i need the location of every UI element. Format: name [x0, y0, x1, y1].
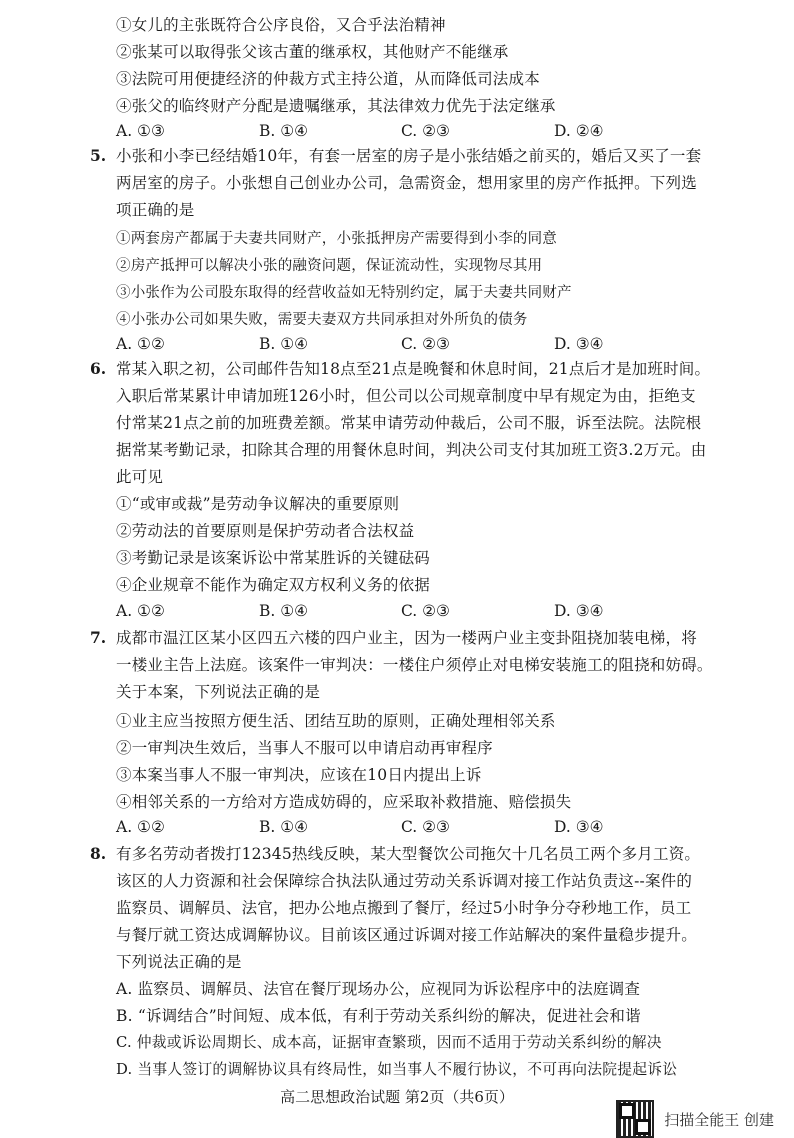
q6-option-c: C. ②③ [401, 602, 450, 620]
q6-stem-line-2: 入职后常某累计申请加班126小时，但公司以公司规章制度中早有规定为由，拒绝支 [116, 387, 696, 405]
q7-statement-3: ③本案当事人不服一审判决，应该在10日内提出上诉 [116, 766, 482, 784]
q6-stem-line-1: 常某入职之初，公司邮件告知18点至21点是晚餐和休息时间，21点后才是加班时间。 [116, 360, 711, 378]
q7-statement-1: ①业主应当按照方便生活、团结互助的原则，正确处理相邻关系 [116, 712, 556, 730]
q6-option-b: B. ①④ [259, 602, 309, 620]
q8-number: 8. [90, 844, 107, 863]
q5-number: 5. [90, 146, 107, 165]
q4-option-d: D. ②④ [554, 122, 604, 140]
q6-number: 6. [90, 359, 107, 378]
q7-option-b: B. ①④ [259, 818, 309, 836]
q7-stem-line-2: 一楼业主告上法庭。该案件一审判决：一楼住户须停止对电梯安装施工的阻挠和妨碍。 [116, 656, 713, 674]
q5-statement-3: ③小张作为公司股东取得的经营收益如无特别约定，属于夫妻共同财产 [116, 285, 572, 301]
q5-option-d: D. ③④ [554, 335, 604, 353]
q4-option-c: C. ②③ [401, 122, 450, 140]
q5-option-c: C. ②③ [401, 335, 450, 353]
q5-stem-line-1: 小张和小李已经结婚10年，有套一居室的房子是小张结婚之前买的，婚后又买了一套 [116, 147, 702, 165]
scanner-watermark [616, 1100, 774, 1138]
q8-option-c: C. 仲裁或诉讼周期长、成本高，证据审查繁琐，因而不适用于劳动关系纠纷的解决 [116, 1034, 662, 1051]
q4-statement-4: ④张父的临终财产分配是遗嘱继承，其法律效力优先于法定继承 [116, 97, 556, 115]
watermark-text: 扫描全能王 创建 [664, 1110, 774, 1129]
q6-statement-3: ③考勤记录是该案诉讼中常某胜诉的关键砝码 [116, 549, 431, 567]
q7-statement-2: ②一审判决生效后，当事人不服可以申请启动再审程序 [116, 739, 493, 757]
q4-options [116, 120, 756, 142]
q6-stem-line-5: 此可见 [116, 468, 164, 486]
q6-statement-2: ②劳动法的首要原则是保护劳动者合法权益 [116, 522, 415, 540]
q6-statement-4: ④企业规章不能作为确定双方权利义务的依据 [116, 576, 431, 594]
q8-stem-line-5: 下列说法正确的是 [116, 953, 242, 971]
q5-stem-line-2: 两居室的房子。小张想自己创业办公司，急需资金，想用家里的房产作抵押。下列选 [116, 174, 697, 192]
q5-option-b: B. ①④ [259, 335, 309, 353]
q7-stem-line-1: 成都市温江区某小区四五六楼的四户业主，因为一楼两户业主变卦阻挠加装电梯，将 [116, 629, 697, 647]
q7-statement-4: ④相邻关系的一方给对方造成妨碍的，应采取补救措施、赔偿损失 [116, 793, 572, 811]
q8-option-d: D. 当事人签订的调解协议具有终局性，如当事人不履行协议，不可再向法院提起诉讼 [116, 1061, 678, 1078]
q6-stem-line-3: 付常某21点之前的加班费差额。常某申请劳动仲裁后，公司不服，诉至法院。法院根 [116, 414, 702, 432]
q7-option-c: C. ②③ [401, 818, 450, 836]
q6-stem-line-4: 据常某考勤记录，扣除其合理的用餐休息时间，判决公司支付其加班工资3.2万元。由 [116, 441, 707, 459]
q7-number: 7. [90, 628, 107, 647]
qr-code-icon [616, 1100, 654, 1138]
q5-statement-4: ④小张办公司如果失败，需要夫妻双方共同承担对外所负的债务 [116, 312, 528, 328]
q7-stem-line-3: 关于本案，下列说法正确的是 [116, 683, 321, 701]
q5-statement-2: ②房产抵押可以解决小张的融资问题，保证流动性，实现物尽其用 [116, 258, 543, 274]
page-footer: 高二思想政治试题 第2页（共6页） [280, 1088, 514, 1106]
q7-options [116, 816, 756, 838]
q6-option-d: D. ③④ [554, 602, 604, 620]
q8-stem-line-2: 该区的人力资源和社会保障综合执法队通过劳动关系诉调对接工作站负责这--案件的 [116, 872, 693, 890]
q4-statement-2: ②张某可以取得张父该古董的继承权，其他财产不能继承 [116, 43, 509, 61]
q8-option-b: B. “诉调结合”时间短、成本低，有利于劳动关系纠纷的解决，促进社会和谐 [116, 1007, 641, 1025]
q4-statement-1: ①女儿的主张既符合公序良俗，又合乎法治精神 [116, 16, 446, 34]
q4-statement-3: ③法院可用便捷经济的仲裁方式主持公道，从而降低司法成本 [116, 70, 540, 88]
q5-options [116, 333, 756, 355]
q6-statement-1: ①“或审或裁”是劳动争议解决的重要原则 [116, 495, 400, 513]
q6-options [116, 600, 756, 622]
q7-option-a: A. ①② [116, 818, 165, 836]
q4-option-a: A. ①③ [116, 122, 165, 140]
q8-option-a: A. 监察员、调解员、法官在餐厅现场办公，应视同为诉讼程序中的法庭调查 [116, 980, 641, 998]
q8-stem-line-1: 有多名劳动者拨打12345热线反映，某大型餐饮公司拖欠十几名员工两个多月工资。 [116, 845, 701, 863]
q5-option-a: A. ①② [116, 335, 165, 353]
q6-option-a: A. ①② [116, 602, 165, 620]
q8-stem-line-4: 与餐厅就工资达成调解协议。目前该区通过诉调对接工作站解决的案件量稳步提升。 [116, 926, 697, 944]
q8-stem-line-3: 监察员、调解员、法官，把办公地点搬到了餐厅，经过5小时争分夺秒地工作，员工 [116, 899, 692, 917]
q5-stem-line-3: 项正确的是 [116, 201, 195, 219]
q7-option-d: D. ③④ [554, 818, 604, 836]
q4-option-b: B. ①④ [259, 122, 309, 140]
q5-statement-1: ①两套房产都属于夫妻共同财产，小张抵押房产需要得到小李的同意 [116, 231, 557, 247]
